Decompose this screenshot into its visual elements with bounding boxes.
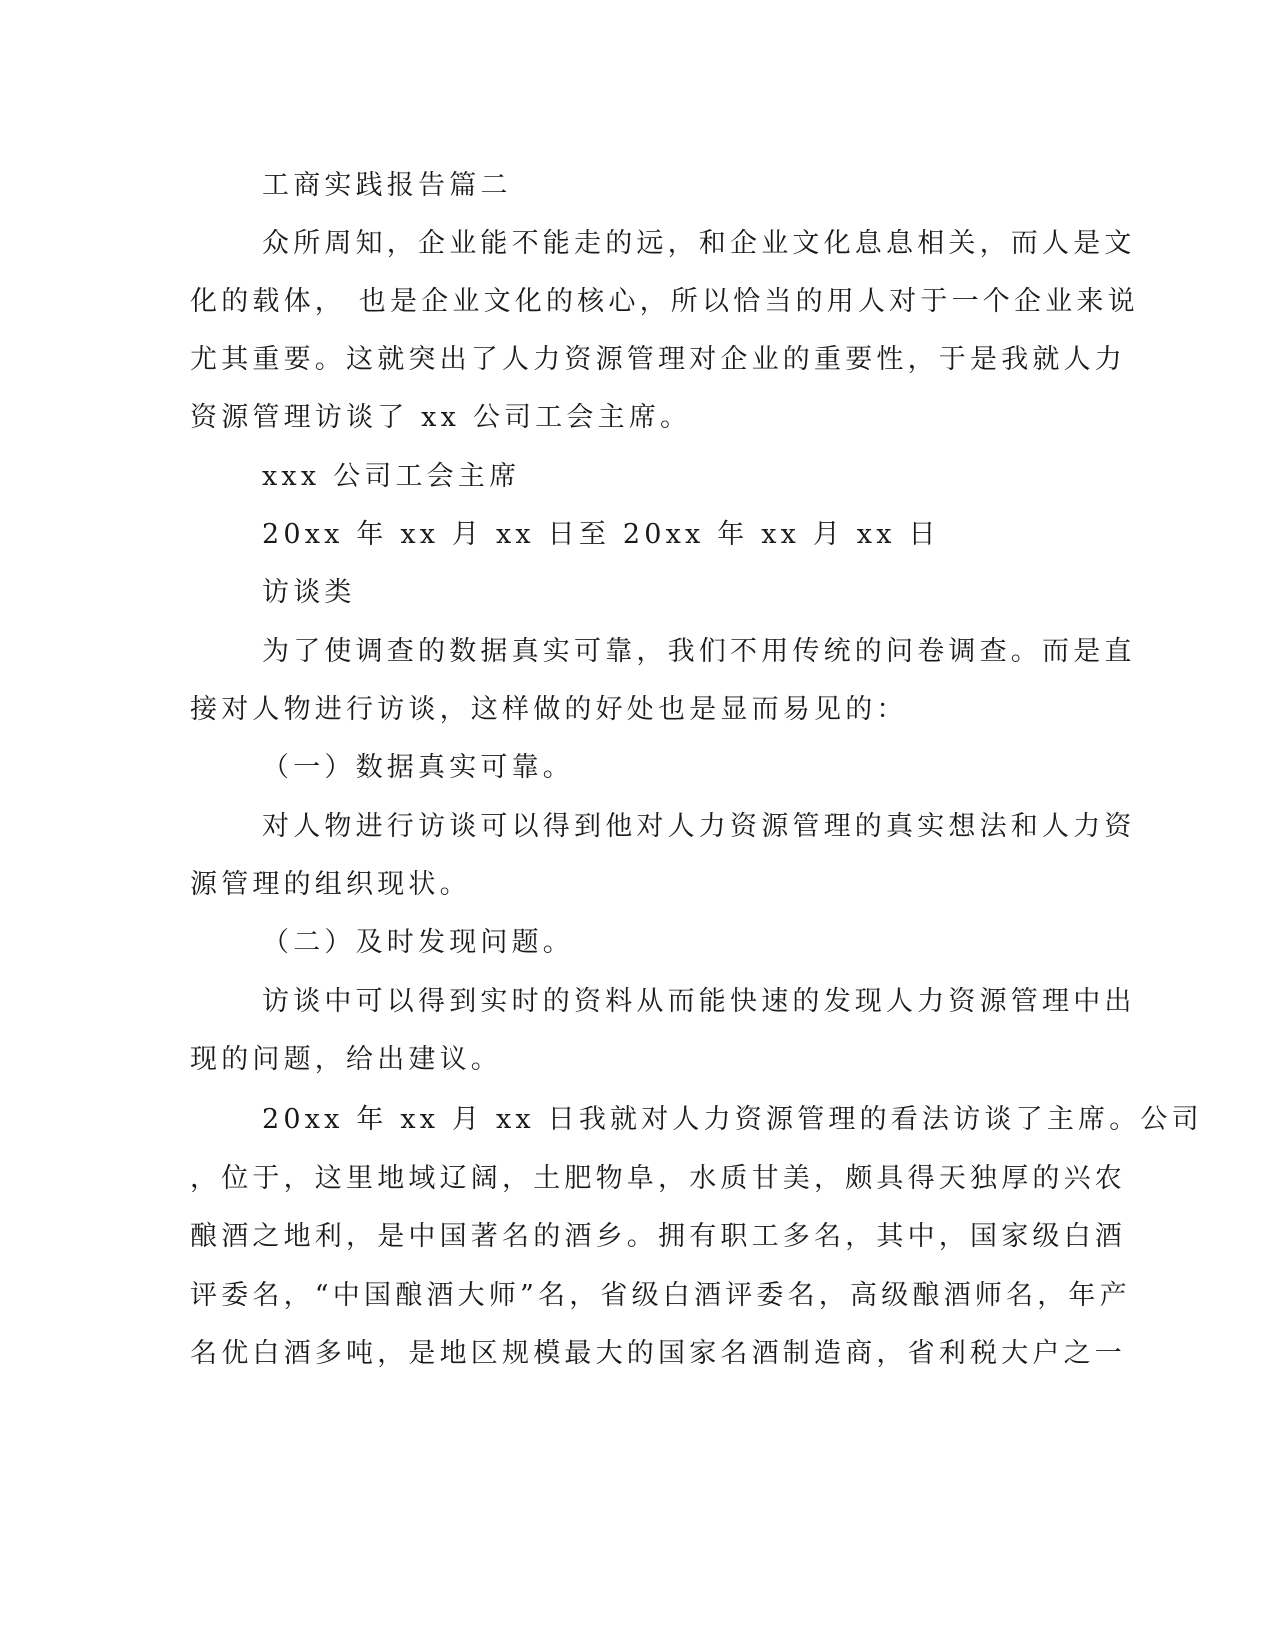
heading-title: 工商实践报告篇二	[262, 170, 512, 201]
category-line: 访谈类	[262, 577, 356, 608]
paragraph-line: 化的载体， 也是企业文化的核心，所以恰当的用人对于一个企业来说	[190, 286, 1139, 317]
list-heading-1: （一）数据真实可靠。	[262, 752, 574, 783]
paragraph-line: 尤其重要。这就突出了人力资源管理对企业的重要性，于是我就人力	[190, 344, 1126, 375]
paragraph-line: 接对人物进行访谈，这样做的好处也是显而易见的：	[190, 694, 908, 725]
paragraph-line: 对人物进行访谈可以得到他对人力资源管理的真实想法和人力资	[262, 811, 1136, 842]
paragraph-line: ，位于，这里地域辽阔，土肥物阜，水质甘美，颇具得天独厚的兴农	[190, 1163, 1126, 1194]
paragraph-line: 资源管理访谈了 xx 公司工会主席。	[190, 402, 692, 433]
paragraph-line: 源管理的组织现状。	[190, 869, 471, 900]
paragraph-line: 现的问题，给出建议。	[190, 1044, 502, 1075]
interviewee-line: xxx 公司工会主席	[262, 461, 521, 492]
paragraph-line: 评委名，“中国酿酒大师”名，省级白酒评委名，高级酿酒师名，年产	[190, 1280, 1131, 1311]
paragraph-line: 为了使调查的数据真实可靠，我们不用传统的问卷调查。而是直	[262, 636, 1136, 667]
paragraph-line: 20xx 年 xx 月 xx 日我就对人力资源管理的看法访谈了主席。公司	[262, 1104, 1203, 1135]
paragraph-line: 众所周知，企业能不能走的远，和企业文化息息相关，而人是文	[262, 228, 1136, 259]
date-range-line: 20xx 年 xx 月 xx 日至 20xx 年 xx 月 xx 日	[262, 519, 940, 550]
paragraph-line: 名优白酒多吨，是地区规模最大的国家名酒制造商，省利税大户之一	[190, 1338, 1126, 1369]
list-heading-2: （二）及时发现问题。	[262, 927, 574, 958]
paragraph-line: 酿酒之地利，是中国著名的酒乡。拥有职工多名，其中，国家级白酒	[190, 1221, 1126, 1252]
paragraph-line: 访谈中可以得到实时的资料从而能快速的发现人力资源管理中出	[262, 986, 1136, 1017]
